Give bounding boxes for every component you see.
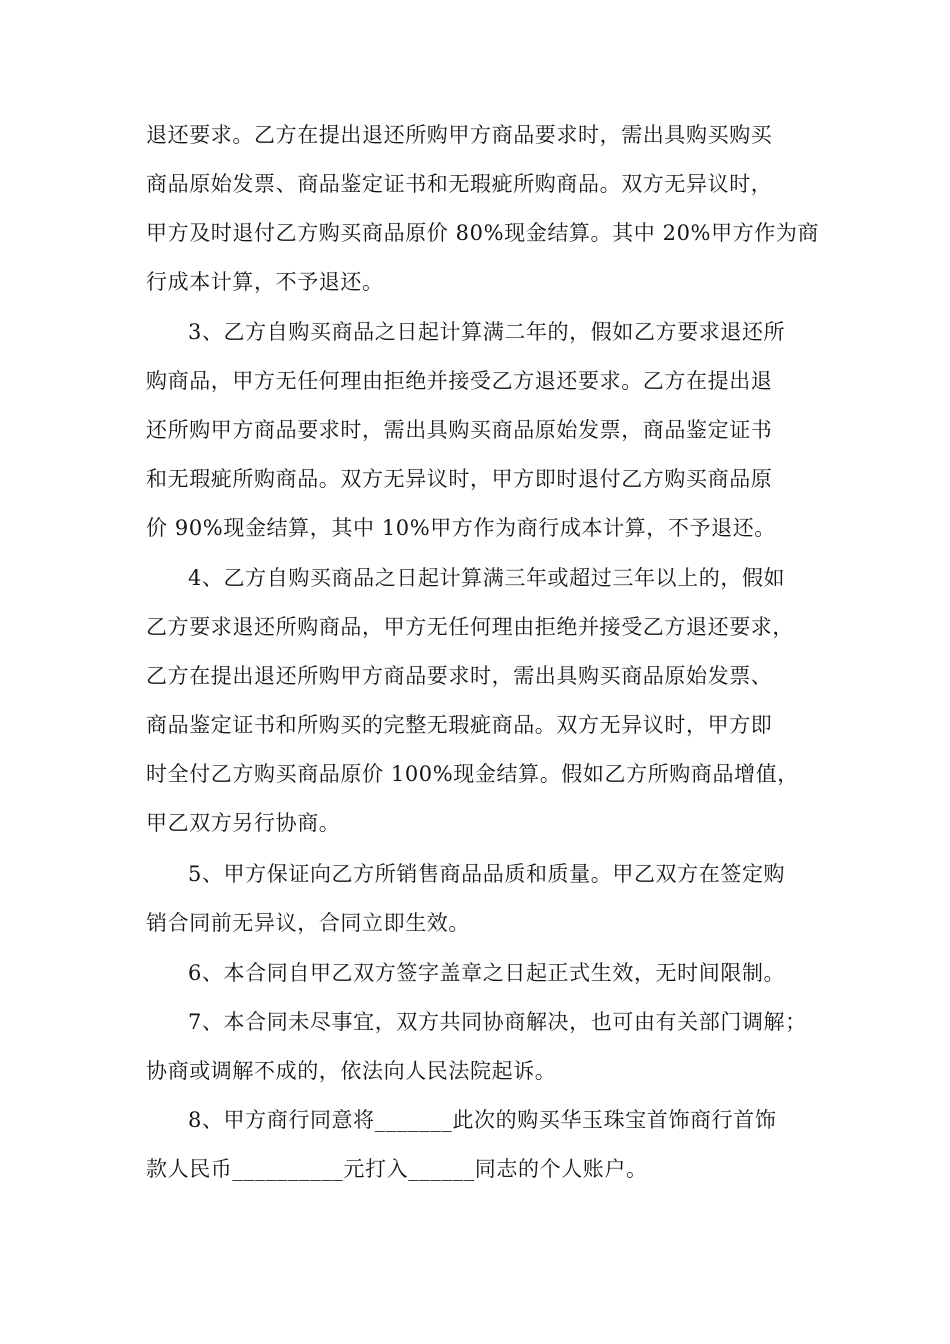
text-line: 甲乙双方另行协商。: [146, 811, 341, 835]
text-line: 还所购甲方商品要求时，需出具购买商品原始发票，商品鉴定证书: [146, 418, 773, 442]
clause-7-start: 7、本合同未尽事宜，双方共同协商解决，也可由有关部门调解；: [188, 1010, 807, 1034]
text-line: 退还要求。乙方在提出退还所购甲方商品要求时，需出具购买购买: [146, 123, 773, 147]
clause-4-start: 4、乙方自购买商品之日起计算满三年或超过三年以上的，假如: [188, 566, 786, 590]
clause-3-start: 3、乙方自购买商品之日起计算满二年的，假如乙方要求退还所: [188, 320, 786, 344]
text-line: 时全付乙方购买商品原价 100%现金结算。假如乙方所购商品增值，: [146, 762, 799, 786]
clause-6: 6、本合同自甲乙双方签字盖章之日起正式生效，无时间限制。: [188, 961, 786, 985]
text-line: 款人民币__________元打入______同志的个人账户。: [146, 1157, 648, 1181]
text-line: 销合同前无异议，合同立即生效。: [146, 911, 470, 935]
text-line: 乙方要求退还所购商品，甲方无任何理由拒绝并接受乙方退还要求，: [146, 615, 794, 639]
text-line: 和无瑕疵所购商品。双方无异议时，甲方即时退付乙方购买商品原: [146, 467, 773, 491]
text-line: 购商品，甲方无任何理由拒绝并接受乙方退还要求。乙方在提出退: [146, 369, 773, 393]
text-line: 商品鉴定证书和所购买的完整无瑕疵商品。双方无异议时，甲方即: [146, 713, 773, 737]
text-line: 价 90%现金结算，其中 10%甲方作为商行成本计算，不予退还。: [146, 516, 776, 540]
text-line: 商品原始发票、商品鉴定证书和无瑕疵所购商品。双方无异议时，: [146, 172, 773, 196]
text-line: 协商或调解不成的，依法向人民法院起诉。: [146, 1059, 557, 1083]
text-line: 乙方在提出退还所购甲方商品要求时，需出具购买商品原始发票、: [146, 664, 773, 688]
clause-5-start: 5、甲方保证向乙方所销售商品品质和质量。甲乙双方在签定购: [188, 862, 786, 886]
text-line: 行成本计算，不予退还。: [146, 270, 384, 294]
clause-8-start: 8、甲方商行同意将_______此次的购买华玉珠宝首饰商行首饰: [188, 1108, 777, 1132]
text-line: 甲方及时退付乙方购买商品原价 80%现金结算。其中 20%甲方作为商: [146, 221, 820, 245]
